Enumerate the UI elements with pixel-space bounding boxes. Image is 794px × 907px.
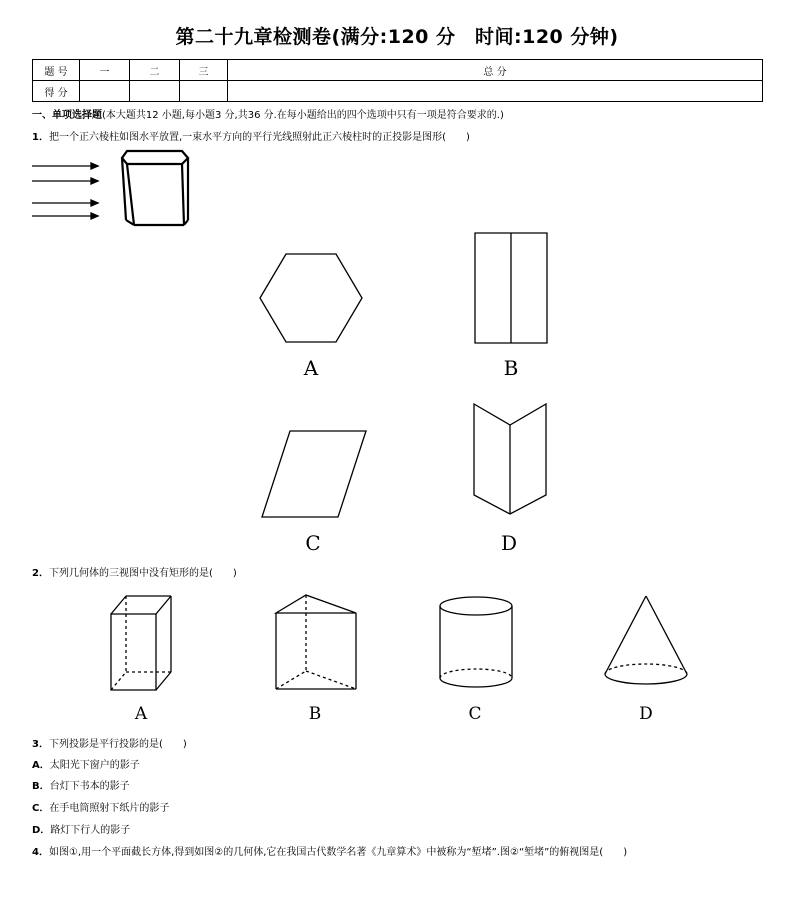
score-table-header-row	[33, 60, 763, 81]
choice-label: B．	[32, 781, 50, 792]
score-input-cell[interactable]	[228, 81, 763, 102]
q3-choice-c[interactable]	[32, 799, 169, 814]
choice-label: C．	[32, 803, 50, 814]
score-input-cell[interactable]	[180, 81, 228, 102]
page-title: 第二十九章检测卷(满分:120 分 时间:120 分钟)	[175, 26, 619, 48]
score-header-cell: 总 分	[228, 60, 763, 81]
question-text: 如图①,用一个平面截长方体,得到如图②的几何体,它在我国古代数学名著《九章算术》中被称为“堑堵”.图②“堑堵”的俯视图是( )	[48, 847, 628, 858]
q2-option-b-label: B	[308, 704, 322, 724]
q1-prism-figure	[30, 145, 200, 230]
choice-text: 在手电筒照射下纸片的影子	[49, 803, 170, 814]
q3-choice-d[interactable]	[32, 821, 130, 836]
score-table	[32, 59, 763, 102]
option-c-cylinder[interactable]	[438, 596, 514, 694]
question-2	[32, 564, 237, 579]
option-d-cone[interactable]	[602, 594, 690, 690]
choice-text: 太阳光下窗户的影子	[49, 760, 140, 771]
question-text: 把一个正六棱柱如图水平放置,一束水平方向的平行光线照射此正六棱柱时的正投影是图形( )	[48, 132, 470, 143]
option-a-hexagon[interactable]	[258, 252, 364, 344]
choice-label: D．	[32, 825, 51, 836]
section-instructions: (本大题共12 小题,每小题3 分,共36 分.在每小题给出的四个选项中只有一项是符合要求的.)	[102, 110, 504, 121]
question-1	[32, 128, 470, 143]
q1-option-a-label: A	[303, 356, 319, 380]
q3-choice-b[interactable]	[32, 777, 130, 792]
question-number: 1．	[32, 132, 49, 143]
question-number: 2．	[32, 568, 49, 579]
choice-label: A．	[32, 760, 50, 771]
q2-option-d-label: D	[639, 704, 653, 724]
option-d-folded-figure[interactable]	[473, 403, 547, 515]
score-header-cell: 题 号	[33, 60, 80, 81]
q2-option-c-label: C	[468, 704, 482, 724]
question-text: 下列投影是平行投影的是( )	[48, 739, 187, 750]
q1-option-c-label: C	[305, 531, 321, 555]
score-header-cell: 二	[130, 60, 180, 81]
q3-choice-a[interactable]	[32, 756, 140, 771]
score-row-label: 得 分	[33, 81, 80, 102]
choice-text: 路灯下行人的影子	[50, 825, 131, 836]
q1-option-d-label: D	[500, 531, 518, 555]
q2-option-a-label: A	[134, 704, 148, 724]
score-input-cell[interactable]	[80, 81, 130, 102]
question-text: 下列几何体的三视图中没有矩形的是( )	[48, 568, 237, 579]
question-number: 4．	[32, 847, 49, 858]
option-b-rectangle[interactable]	[474, 232, 548, 344]
option-c-parallelogram[interactable]	[260, 429, 368, 519]
score-header-cell: 三	[180, 60, 228, 81]
choice-text: 台灯下书本的影子	[49, 781, 130, 792]
section-title: 一、单项选择题	[32, 110, 102, 121]
question-4	[32, 843, 627, 858]
section-heading	[32, 106, 504, 121]
question-number: 3．	[32, 739, 49, 750]
q1-option-b-label: B	[503, 356, 519, 380]
score-input-cell[interactable]	[130, 81, 180, 102]
question-3	[32, 735, 187, 750]
score-table-score-row	[33, 81, 763, 102]
option-b-triangular-prism[interactable]	[274, 593, 358, 691]
option-a-cuboid[interactable]	[109, 594, 173, 692]
score-header-cell: 一	[80, 60, 130, 81]
